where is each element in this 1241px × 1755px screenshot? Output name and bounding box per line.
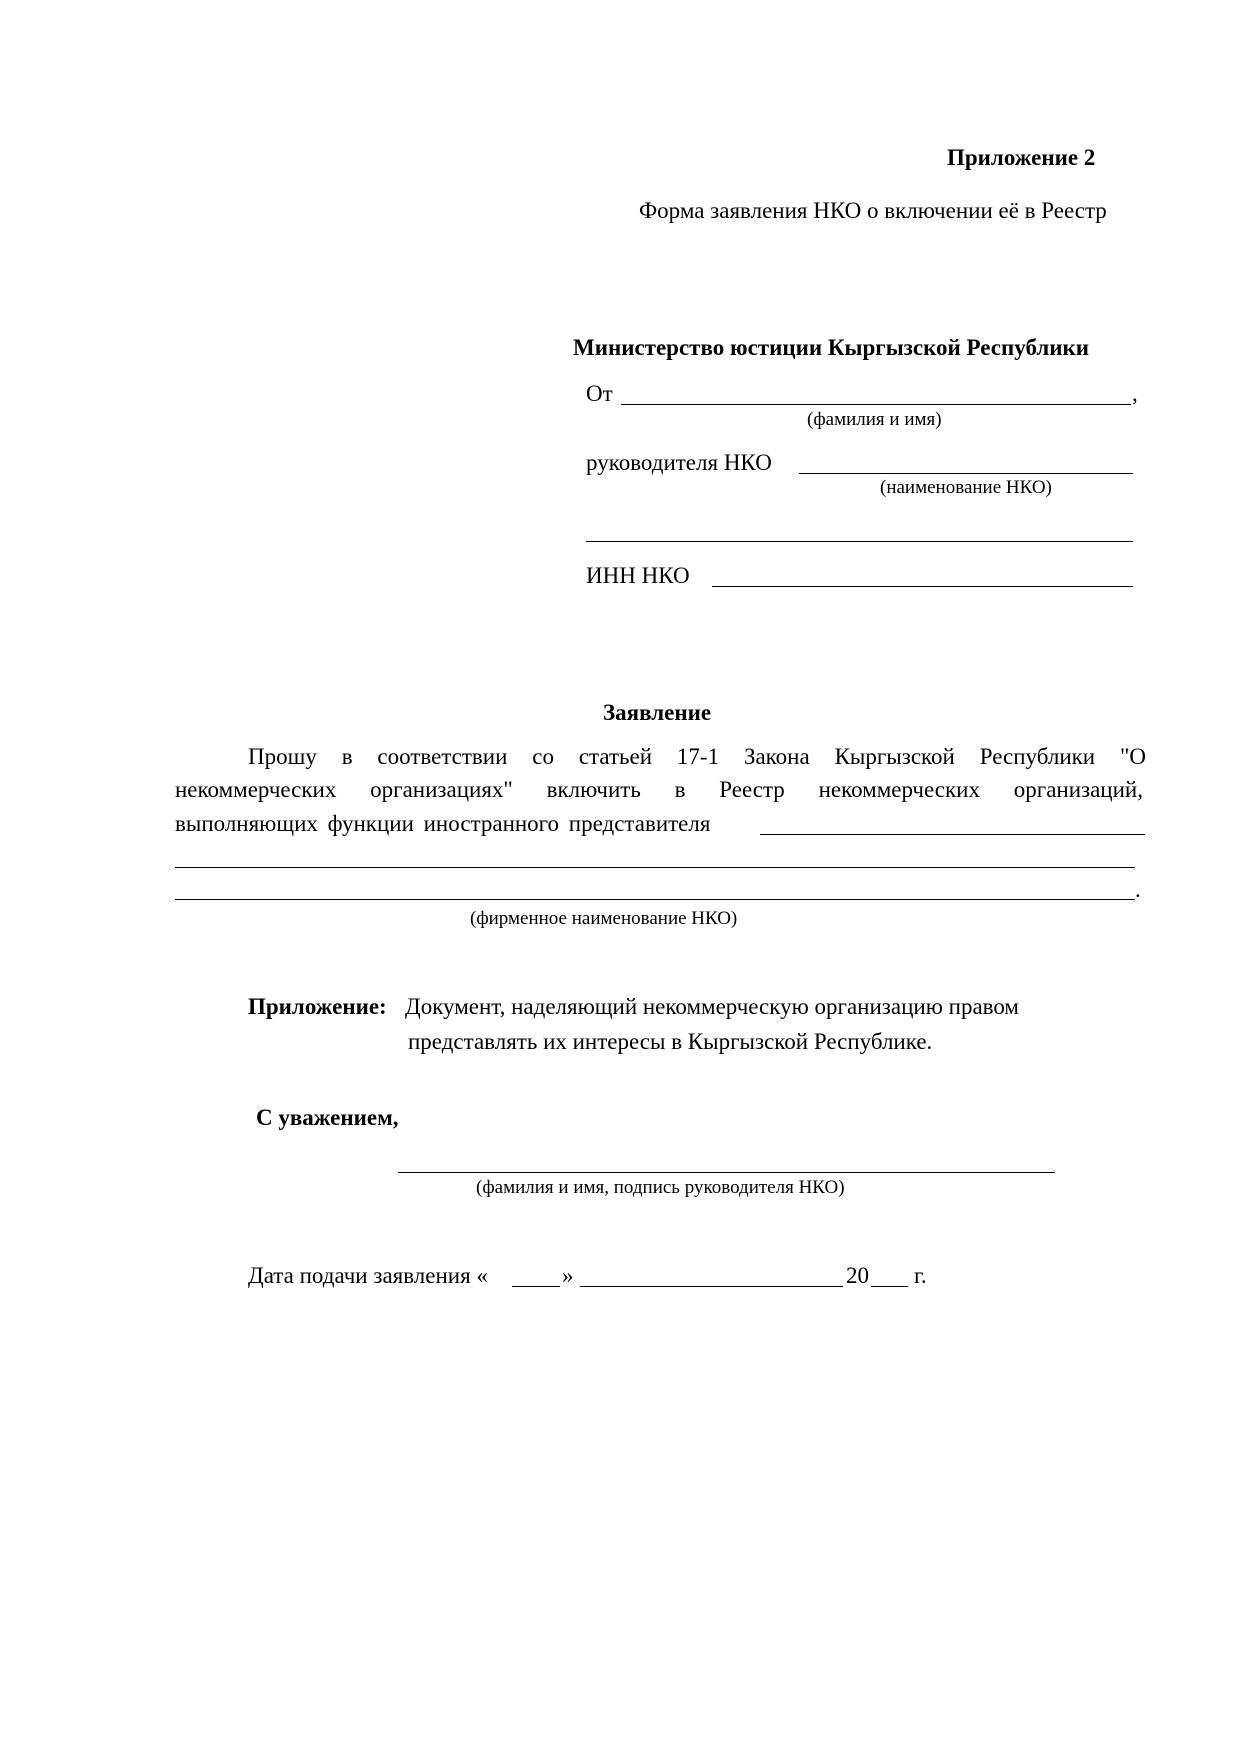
date-close-quote: » [562, 1263, 574, 1288]
company-name-hint: (фирменное наименование НКО) [470, 908, 738, 929]
ngo-company-name-blank-1[interactable] [760, 834, 1145, 835]
from-name-blank[interactable] [621, 404, 1131, 405]
ngo-name-hint: (наименование НКО) [880, 477, 1052, 498]
from-hint: (фамилия и имя) [807, 409, 942, 430]
regards: С уважением, [256, 1105, 399, 1130]
ngo-company-name-blank-3[interactable] [175, 899, 1135, 900]
attachment-text-2: представлять их интересы в Кыргызской Республике. [408, 1029, 933, 1054]
date-year-prefix: 20 [846, 1263, 869, 1288]
signature-blank[interactable] [398, 1172, 1055, 1173]
date-year-blank[interactable] [871, 1286, 908, 1287]
attachment-text-1: Документ, наделяющий некоммерческую организацию правом [405, 994, 1019, 1019]
signature-hint: (фамилия и имя, подпись руководителя НКО) [476, 1177, 845, 1198]
ministry-name: Министерство юстиции Кыргызской Республики [573, 335, 1090, 360]
application-line-3: выполняющих функции иностранного представителя [175, 811, 711, 836]
date-label: Дата подачи заявления « [248, 1263, 488, 1288]
application-line-2: некоммерческих организациях" включить в Реестр некоммерческих организаций, [175, 777, 1143, 802]
application-line-1: Прошу в соответствии со статьей 17-1 Закона Кыргызской Республики "О [248, 744, 1146, 769]
inn-blank[interactable] [712, 586, 1133, 587]
form-title: Форма заявления НКО о включении её в Реестр [639, 198, 1107, 223]
date-year-suffix: г. [914, 1263, 927, 1288]
attachment-label: Приложение: [248, 994, 387, 1019]
from-trailing-comma: , [1132, 381, 1138, 406]
application-end-period: . [1135, 877, 1141, 902]
from-label: От [586, 381, 613, 406]
head-label: руководителя НКО [586, 450, 772, 475]
appendix-title: Приложение 2 [947, 145, 1096, 170]
date-month-blank[interactable] [580, 1286, 843, 1287]
application-title: Заявление [603, 700, 712, 725]
ngo-name-blank-2[interactable] [586, 541, 1133, 542]
ngo-company-name-blank-2[interactable] [175, 867, 1135, 868]
ngo-name-blank[interactable] [799, 473, 1133, 474]
date-day-blank[interactable] [512, 1286, 560, 1287]
inn-label: ИНН НКО [586, 563, 690, 588]
